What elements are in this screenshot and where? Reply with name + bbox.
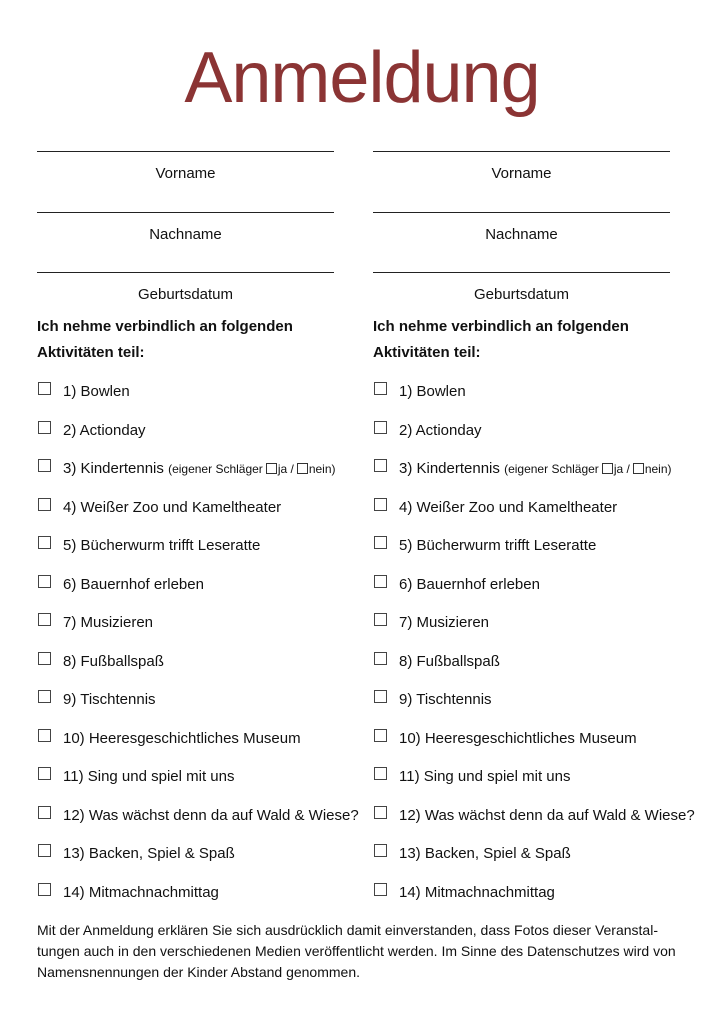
activity-label: 12) Was wächst denn da auf Wald & Wiese? (399, 807, 695, 824)
activity-item[interactable] (373, 651, 693, 671)
activity-label: 1) Bowlen (399, 383, 466, 400)
activity-checkbox[interactable] (38, 767, 51, 780)
consent-notice: Mit der Anmeldung erklären Sie sich ausdrücklich damit einverstanden, dass Fotos dieser Veranstal-tungen auch in den verschiedenen Medien veröffentlicht werden. Im Sinne des Datenschutzes wird von Namensnennungen der Kinder Abstand genommen. (37, 922, 676, 980)
last-name-line[interactable] (37, 212, 334, 213)
activity-checkbox[interactable] (38, 498, 51, 511)
activity-label: 13) Backen, Spiel & Spaß (399, 845, 571, 862)
birthdate-label: Geburtsdatum (137, 286, 234, 303)
activity-checkbox[interactable] (38, 883, 51, 896)
activity-item[interactable] (373, 420, 693, 440)
activity-item[interactable] (37, 805, 357, 825)
activity-label: 11) Sing und spiel mit uns (63, 768, 235, 785)
activities-intro: Ich nehme verbindlich an folgenden Aktivitäten teil: (37, 318, 293, 361)
birthdate-line[interactable] (37, 272, 334, 273)
last-name-label: Nachname (485, 226, 558, 243)
activity-label: 8) Fußballspaß (63, 653, 164, 670)
activity-checkbox[interactable] (38, 613, 51, 626)
activity-checkbox[interactable] (38, 652, 51, 665)
first-name-line[interactable] (37, 151, 334, 152)
activity-label: 8) Fußballspaß (399, 653, 500, 670)
activity-item[interactable] (37, 420, 357, 440)
activity-item[interactable] (373, 381, 693, 401)
activity-checkbox[interactable] (38, 459, 51, 472)
last-name-label: Nachname (149, 226, 222, 243)
activity-checkbox[interactable] (374, 844, 387, 857)
activity-checkbox[interactable] (374, 652, 387, 665)
activities-intro: Ich nehme verbindlich an folgenden Aktivitäten teil: (373, 318, 629, 361)
activity-label: 14) Mitmachnachmittag (63, 884, 219, 901)
activity-checkbox[interactable] (374, 498, 387, 511)
activity-label: 2) Actionday (63, 422, 146, 439)
activity-item[interactable] (37, 689, 357, 709)
activity-checkbox[interactable] (38, 536, 51, 549)
activity-checkbox[interactable] (38, 421, 51, 434)
activity-label: 5) Bücherwurm trifft Leseratte (63, 537, 261, 554)
first-name-label: Vorname (491, 165, 552, 182)
activity-checkbox[interactable] (38, 575, 51, 588)
birthdate-label: Geburtsdatum (473, 286, 570, 303)
activity-checkbox[interactable] (374, 883, 387, 896)
racket-yes-checkbox[interactable] (602, 463, 613, 474)
activity-item[interactable] (373, 728, 693, 748)
racket-note: (eigener Schläger ja / nein) (168, 462, 336, 476)
activity-label: 9) Tischtennis (399, 691, 492, 708)
activity-item[interactable] (373, 689, 693, 709)
activity-item[interactable] (37, 458, 357, 478)
racket-no-checkbox[interactable] (297, 463, 308, 474)
activity-item[interactable] (37, 612, 357, 632)
activity-checkbox[interactable] (38, 382, 51, 395)
page-title: Anmeldung (184, 38, 540, 118)
activity-label: 13) Backen, Spiel & Spaß (63, 845, 235, 862)
activity-item[interactable] (37, 843, 357, 863)
activity-label: 10) Heeresgeschichtliches Museum (399, 730, 637, 747)
racket-note: (eigener Schläger ja / nein) (504, 462, 672, 476)
activity-label: 14) Mitmachnachmittag (399, 884, 555, 901)
activity-label: 9) Tischtennis (63, 691, 156, 708)
activity-item[interactable] (37, 574, 357, 594)
first-name-label: Vorname (155, 165, 216, 182)
activity-label: 2) Actionday (399, 422, 482, 439)
first-name-line[interactable] (373, 151, 670, 152)
activity-item[interactable] (373, 574, 693, 594)
activity-label: 3) Kindertennis (63, 460, 164, 477)
activity-label: 3) Kindertennis (399, 460, 500, 477)
activity-item[interactable] (37, 381, 357, 401)
activity-label: 6) Bauernhof erleben (399, 576, 540, 593)
activity-item[interactable] (37, 497, 357, 517)
activity-checkbox[interactable] (38, 729, 51, 742)
activity-label: 6) Bauernhof erleben (63, 576, 204, 593)
activity-item[interactable] (373, 612, 693, 632)
racket-no-checkbox[interactable] (633, 463, 644, 474)
activity-label: 10) Heeresgeschichtliches Museum (63, 730, 301, 747)
activity-item[interactable] (37, 535, 357, 555)
activity-label: 5) Bücherwurm trifft Leseratte (399, 537, 597, 554)
activity-label: 4) Weißer Zoo und Kameltheater (63, 499, 282, 516)
activity-checkbox[interactable] (374, 690, 387, 703)
activity-item[interactable] (373, 535, 693, 555)
activity-label: 12) Was wächst denn da auf Wald & Wiese? (63, 807, 359, 824)
activity-checkbox[interactable] (374, 421, 387, 434)
activity-checkbox[interactable] (374, 575, 387, 588)
last-name-line[interactable] (373, 212, 670, 213)
activity-item[interactable] (373, 843, 693, 863)
activity-checkbox[interactable] (374, 459, 387, 472)
activity-label: 11) Sing und spiel mit uns (399, 768, 571, 785)
activity-item[interactable] (373, 805, 693, 825)
activity-checkbox[interactable] (374, 729, 387, 742)
activity-item[interactable] (373, 458, 693, 478)
activity-item[interactable] (373, 497, 693, 517)
activity-label: 4) Weißer Zoo und Kameltheater (399, 499, 618, 516)
birthdate-line[interactable] (373, 272, 670, 273)
activity-checkbox[interactable] (374, 767, 387, 780)
activity-item[interactable] (37, 651, 357, 671)
activity-checkbox[interactable] (374, 806, 387, 819)
racket-yes-checkbox[interactable] (266, 463, 277, 474)
activity-label: 7) Musizieren (399, 614, 490, 631)
activity-item[interactable] (37, 728, 357, 748)
activity-item[interactable] (373, 882, 693, 902)
activity-label-row (399, 459, 672, 479)
activity-label: 7) Musizieren (63, 614, 154, 631)
activity-checkbox[interactable] (374, 536, 387, 549)
activity-checkbox[interactable] (38, 844, 51, 857)
activity-checkbox[interactable] (38, 690, 51, 703)
activity-item[interactable] (37, 766, 357, 786)
activity-label: 1) Bowlen (63, 383, 130, 400)
activity-item[interactable] (37, 882, 357, 902)
activity-checkbox[interactable] (374, 382, 387, 395)
activity-checkbox[interactable] (38, 806, 51, 819)
activity-checkbox[interactable] (374, 613, 387, 626)
activity-item[interactable] (373, 766, 693, 786)
activity-label-row (63, 459, 336, 479)
